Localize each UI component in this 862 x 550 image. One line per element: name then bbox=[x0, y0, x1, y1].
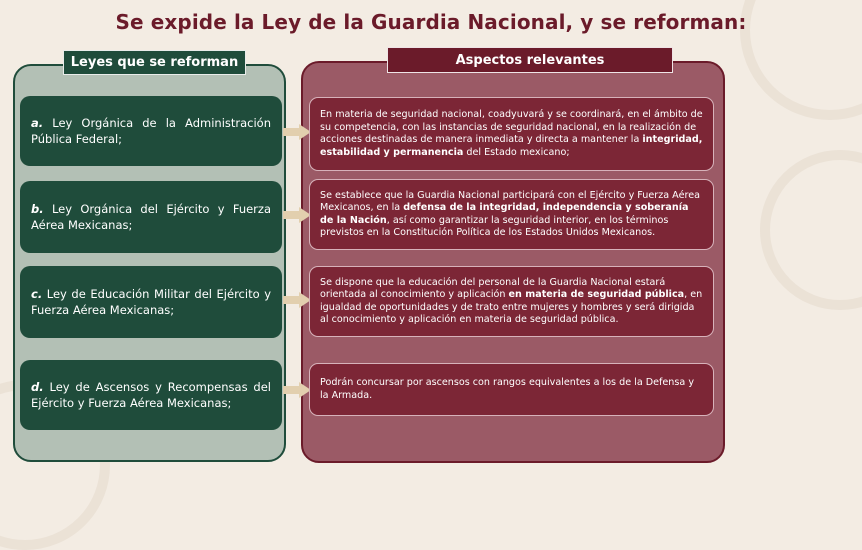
law-text: Ley Orgánica de la Administración Pública Federal; bbox=[31, 116, 272, 146]
aspect-text: , en igualdad de oportunidades y de trato entre mujeres y hombres y será dirigida al conocimiento y aplicación en materia de seguridad pública. bbox=[320, 289, 703, 325]
aspect-text: Podrán concursar por ascensos con rangos equivalentes a los de la Defensa y la Armada. bbox=[320, 377, 694, 401]
law-letter: d. bbox=[31, 380, 44, 394]
aspect-item-1 bbox=[309, 97, 714, 171]
law-item-c bbox=[20, 266, 282, 338]
arrow-right-icon bbox=[283, 124, 311, 140]
arrow-right-icon bbox=[283, 292, 311, 308]
aspect-highlight: en materia de seguridad pública bbox=[508, 289, 685, 300]
aspect-item-4 bbox=[309, 363, 714, 416]
law-text: Ley de Ascensos y Recompensas del Ejército y Fuerza Aérea Mexicanas; bbox=[31, 380, 272, 410]
law-text: Ley de Educación Militar del Ejército y Fuerza Aérea Mexicanas; bbox=[31, 287, 271, 317]
aspect-text: , así como garantizar la seguridad interior, en los términos previstos en la Constitución Política de los Estados Unidos Mexicanos. bbox=[320, 214, 669, 238]
aspect-highlight: defensa de la integridad, independencia y soberanía de la Nación bbox=[320, 202, 689, 226]
aspect-item-3 bbox=[309, 266, 714, 337]
law-letter: c. bbox=[31, 287, 43, 301]
law-letter: b. bbox=[31, 202, 44, 216]
background-ornament bbox=[760, 150, 862, 310]
law-text: Ley Orgánica del Ejército y Fuerza Aérea Mexicanas; bbox=[31, 202, 271, 232]
aspect-item-2 bbox=[309, 179, 714, 250]
aspect-text: del Estado mexicano; bbox=[463, 146, 570, 158]
arrow-right-icon bbox=[283, 382, 311, 398]
law-item-d bbox=[20, 360, 282, 430]
aspect-text: Se establece que la Guardia Nacional participará con el Ejército y Fuerza Aérea Mexicanos, en la bbox=[320, 189, 700, 213]
laws-header: Leyes que se reforman bbox=[63, 50, 246, 75]
aspect-text: En materia de seguridad nacional, coadyuvará y se coordinará, en el ámbito de su competencia, con las instancias de seguridad nacional, en la realización de acciones destinadas de manera inmediata y directa a mantener la bbox=[320, 109, 703, 145]
arrow-right-icon bbox=[283, 207, 311, 223]
law-item-a bbox=[20, 96, 282, 166]
law-letter: a. bbox=[31, 116, 44, 130]
aspect-highlight: integridad, estabilidad y permanencia bbox=[320, 134, 703, 158]
law-item-b bbox=[20, 181, 282, 253]
page-title: Se expide la Ley de la Guardia Nacional, y se reforman: bbox=[115, 10, 747, 34]
aspects-header: Aspectos relevantes bbox=[387, 47, 673, 73]
aspect-text: Se dispone que la educación del personal de la Guardia Nacional estará orientada al conocimiento y aplicación bbox=[320, 276, 666, 300]
